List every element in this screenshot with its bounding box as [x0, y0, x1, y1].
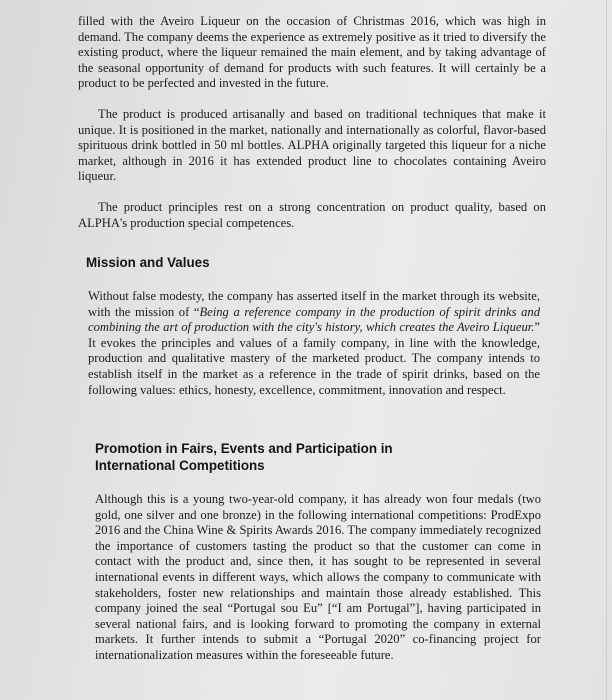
promotion-paragraph: Although this is a young two-year-old company, it has already won four medals (two gold, one silver and one bronze) in the following international competitions: ProdExpo 2016 and the China Wine & Spirits Awards 2016. The company immediately recognized the importance of customers tasting the product so that the customer can come in contact with the product and, since then, it has sought to be represented in several international events in different ways, which allows the company to communicate with stakeholders, foster new relationships and maintain those already established. This company joined the seal “Portugal sou Eu” [“I am Portugal”], having participated in several national fairs, and is looking forward to promoting the company in external markets. It further intends to submit a “Portugal 2020” co-financing project for internationalization measures within the foreseeable future.: [95, 492, 541, 662]
mission-quote: Being a reference company in the production of spirit drinks and combining the art of production with the city's history, which creates the Aveiro Liqueur.: [88, 304, 541, 335]
principles-paragraph: The product principles rest on a strong concentration on product quality, based on ALPHA's production special competences.: [78, 200, 546, 230]
page-edge-divider: [606, 0, 607, 700]
mission-heading: Mission and Values: [86, 255, 210, 270]
intro-continuation-paragraph: filled with the Aveiro Liqueur on the occasion of Christmas 2016, which was high in demand. The company deems the experience as extremely positive as it tried to diversify the existing product, where the liqueur remained the main element, and by taking advantage of the seasonal opportunity of demand for products with such features. It will certainly be a product to be perfected and invested in the future.: [78, 14, 546, 91]
mission-paragraph: [88, 289, 540, 398]
product-paragraph: The product is produced artisanally and based on traditional techniques that make it unique. It is positioned in the market, nationally and internationally as colorful, flavor-based spirituous drink bottled in 50 ml bottles. ALPHA originally targeted this liqueur for a niche market, although in 2016 it has extended product line to chocolates containing Aveiro liqueur.: [78, 107, 546, 184]
mission-text-start: Without false modesty, the company has asserted itself in the market through its website, with the mission of “: [88, 289, 540, 319]
mission-text-end: ” It evokes the principles and values of a family company, in line with the knowledge, production and qualitative mastery of the marketed product. The company intends to establish itself in the market as a reference in the trade of spirit drinks, based on the following values: ethics, honesty, excellence, commitment, innovation and respect.: [88, 320, 540, 397]
promotion-heading: Promotion in Fairs, Events and Participation in International Competitions: [95, 441, 393, 473]
